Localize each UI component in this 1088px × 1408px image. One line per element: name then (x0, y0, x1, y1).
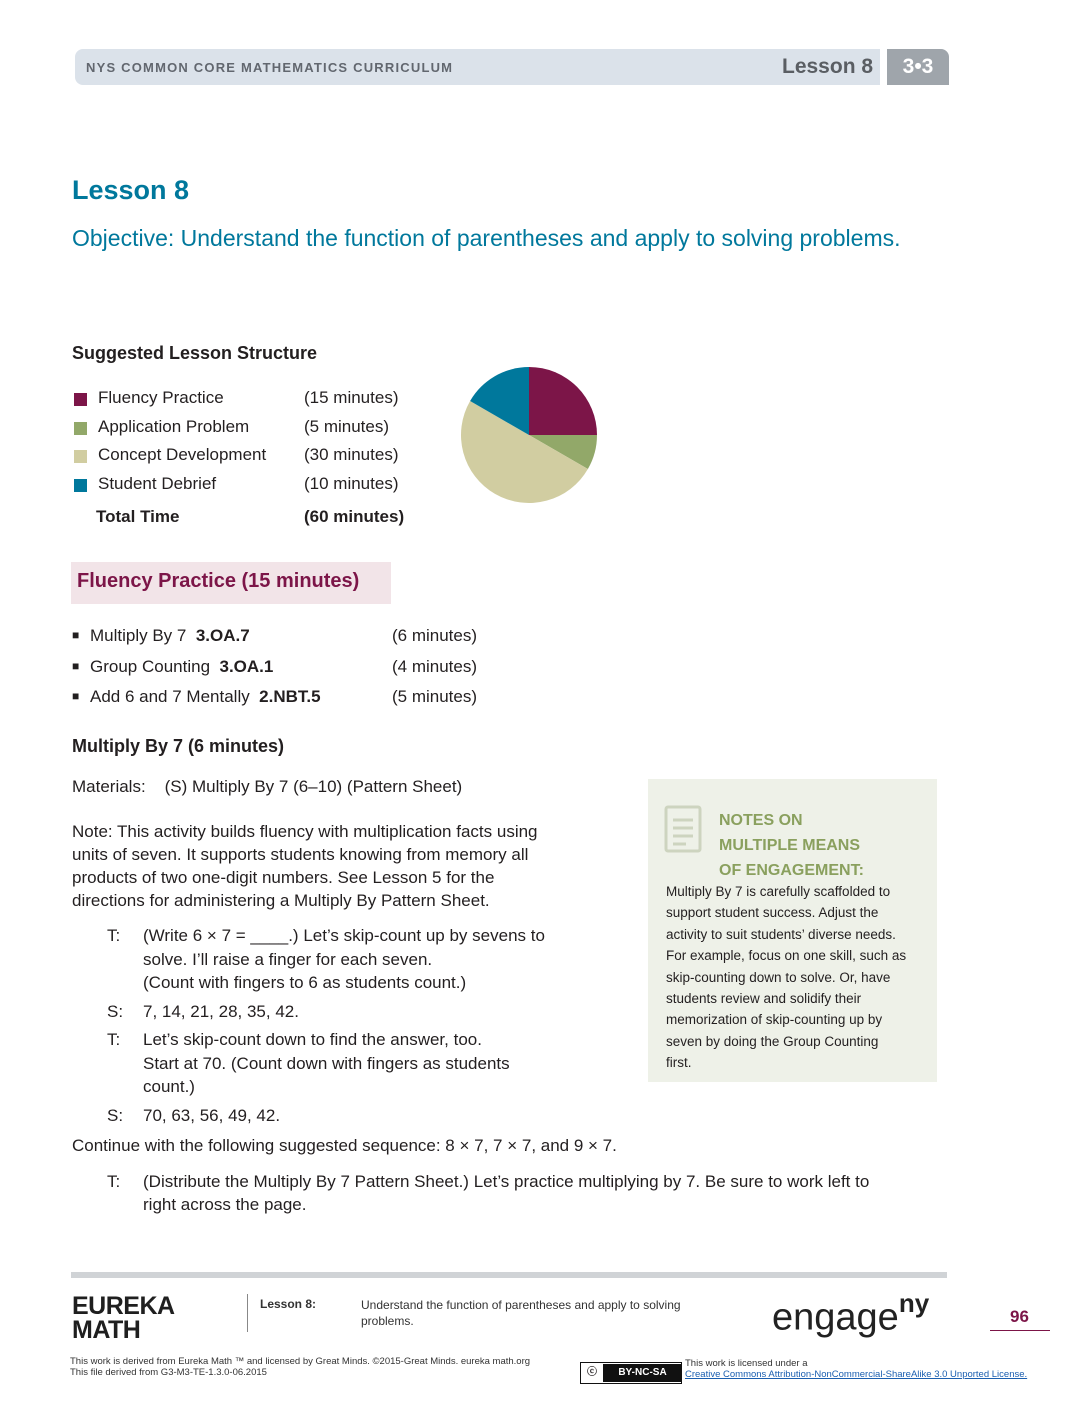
continue-sequence: Continue with the following suggested sequence: 8 × 7, 7 × 7, and 9 × 7. (72, 1136, 617, 1155)
application-color-swatch (74, 422, 87, 435)
engage-sup: ny (898, 1288, 930, 1318)
dialogue-line: right across the page. (143, 1195, 307, 1214)
fluency-item-code: 3.OA.7 (195, 626, 250, 645)
debrief-color-swatch (74, 479, 87, 492)
eureka-math-logo (72, 1294, 175, 1342)
engageny-logo (772, 1288, 930, 1340)
fluency-item-code: 2.NBT.5 (259, 687, 321, 706)
dialogue-turn (107, 1104, 627, 1128)
structure-heading: Suggested Lesson Structure (72, 343, 318, 363)
total-time-label: Total Time (96, 507, 180, 526)
speaker-label: T: (107, 1172, 121, 1191)
heading-line: MULTIPLE MEANS (719, 837, 861, 854)
license-link[interactable]: Creative Commons Attribution-NonCommercial-ShareAlike 3.0 Unported License. (685, 1369, 1028, 1380)
page-number: 96 (1010, 1307, 1029, 1326)
license-text (685, 1358, 1027, 1380)
page-title: Lesson 8 (72, 175, 190, 205)
curriculum-title: NYS COMMON CORE MATHEMATICS CURRICULUM (86, 60, 454, 75)
objective: Objective: Understand the function of parentheses and apply to solving problems. (72, 225, 901, 251)
note-line: products of two one-digit numbers. See Lesson 5 for the (72, 868, 495, 887)
footer-lesson-desc (361, 1297, 681, 1329)
structure-item (74, 472, 434, 498)
structure-item-time: (15 minutes) (304, 388, 399, 407)
bullet-icon: ■ (72, 659, 80, 673)
engagement-notes-text (666, 881, 928, 1074)
dialogue-line: count.) (143, 1077, 195, 1096)
cc-badge-text: BY-NC-SA (604, 1364, 681, 1382)
structure-item-time: (10 minutes) (304, 474, 399, 493)
footer-desc-line: problems. (361, 1314, 414, 1328)
structure-item-label: Fluency Practice (98, 388, 224, 407)
note-line: directions for administering a Multiply By Pattern Sheet. (72, 891, 490, 910)
materials-text: (S) Multiply By 7 (6–10) (Pattern Sheet) (164, 777, 463, 796)
fluency-item-name: Multiply By 7 (90, 626, 187, 645)
structure-item-time: (30 minutes) (304, 445, 399, 464)
sidebar-line: skip-counting down to solve. Or, have (666, 969, 891, 985)
materials-label: Materials: (72, 777, 146, 796)
speaker-label: T: (107, 926, 121, 945)
notes-icon (664, 804, 704, 854)
lesson-structure-pie-chart (455, 361, 605, 511)
footer-divider (247, 1294, 248, 1332)
pie-slice-fluency-practice (529, 367, 597, 435)
dialogue-turn (107, 1000, 627, 1024)
structure-item-label: Application Problem (98, 417, 250, 436)
fluency-color-swatch (74, 393, 87, 406)
credit-line: This file derived from G3-M3-TE-1.3.0-06.2015 (70, 1367, 267, 1378)
structure-item (74, 443, 434, 469)
materials-line (72, 777, 462, 797)
dialogue-line: solve. I’ll raise a finger for each seven. (143, 949, 433, 969)
dialogue-turn (107, 1028, 627, 1099)
structure-item-label: Student Debrief (98, 474, 217, 493)
sidebar-line: students review and solidify their (666, 991, 862, 1007)
note-line: Note: This activity builds fluency with multiplication facts using (72, 822, 538, 841)
sidebar-line: seven by doing the Group Counting (666, 1033, 879, 1049)
dialogue-line: (Distribute the Multiply By 7 Pattern Sheet.) Let’s practice multiplying by 7. Be sure to work left to (143, 1172, 870, 1191)
sidebar-line: activity to suit students’ diverse needs. (666, 926, 896, 942)
engagement-notes-heading (719, 808, 864, 883)
cc-icon: ⓒ (581, 1364, 604, 1382)
note-paragraph (72, 820, 632, 912)
heading-line: OF ENGAGEMENT: (719, 862, 864, 879)
license-line: This work is licensed under a (685, 1358, 808, 1369)
fluency-item-name: Add 6 and 7 Mentally (90, 687, 250, 706)
structure-item-time: (5 minutes) (304, 417, 390, 436)
structure-item (74, 415, 434, 441)
fluency-item (72, 624, 572, 650)
logo-line: EUREKA (72, 1292, 175, 1320)
logo-line: MATH (72, 1316, 141, 1344)
heading-line: NOTES ON (719, 812, 803, 829)
bullet-icon: ■ (72, 689, 80, 703)
concept-color-swatch (74, 450, 87, 463)
footer-desc-line: Understand the function of parentheses and apply to solving (361, 1298, 681, 1312)
fluency-item-time: (4 minutes) (392, 657, 478, 676)
total-time-value: (60 minutes) (304, 507, 405, 526)
dialogue-line: Let’s skip-count down to find the answer, too. (143, 1030, 482, 1049)
credit-line: This work is derived from Eureka Math ™ and licensed by Great Minds. ©2015-Great Minds. eureka math.org (70, 1356, 531, 1367)
header-lesson: Lesson 8 (782, 55, 874, 78)
page-number-rule (990, 1330, 1050, 1331)
note-line: units of seven. It supports students knowing from memory all (72, 845, 529, 864)
fluency-item-time: (5 minutes) (392, 687, 478, 706)
dialogue-line: (Count with fingers to 6 as students count.) (143, 973, 467, 992)
bullet-icon: ■ (72, 628, 80, 642)
speaker-label: S: (107, 1105, 124, 1125)
sidebar-line: memorization of skip-counting up by (666, 1012, 883, 1028)
dialogue-line: (Write 6 × 7 = ____.) Let’s skip-count up by sevens to (143, 926, 545, 945)
fluency-heading: Fluency Practice (15 minutes) (77, 570, 360, 592)
fluency-item (72, 655, 572, 681)
dialogue-line: 7, 14, 21, 28, 35, 42. (143, 1001, 299, 1021)
fluency-item-name: Group Counting (90, 657, 211, 676)
dialogue-turn (107, 924, 627, 995)
structure-item-label: Concept Development (98, 445, 267, 464)
dialogue (107, 924, 627, 1127)
speaker-label: S: (107, 1001, 124, 1021)
cc-license-badge (580, 1362, 682, 1384)
final-turn (107, 1170, 947, 1216)
fluency-item-time: (6 minutes) (392, 626, 478, 645)
sidebar-line: Multiply By 7 is carefully scaffolded to (666, 884, 891, 899)
structure-item (74, 386, 434, 412)
sidebar-line: For example, focus on one skill, such as (666, 948, 907, 964)
fluency-item-code: 3.OA.1 (219, 657, 274, 676)
footer-credits (70, 1356, 530, 1378)
footer-rule (71, 1272, 947, 1278)
module-badge: 3•3 (887, 49, 949, 85)
dialogue-line: Start at 70. (Count down with fingers as students (143, 1053, 510, 1073)
sidebar-line: first. (666, 1055, 692, 1071)
fluency-item (72, 685, 572, 711)
speaker-label: T: (107, 1030, 121, 1049)
engage-text: engage (772, 1296, 899, 1339)
footer-lesson-label: Lesson 8: (260, 1297, 317, 1311)
multiply-heading: Multiply By 7 (6 minutes) (72, 736, 285, 756)
dialogue-line: 70, 63, 56, 49, 42. (143, 1105, 281, 1125)
sidebar-line: support student success. Adjust the (666, 905, 879, 921)
